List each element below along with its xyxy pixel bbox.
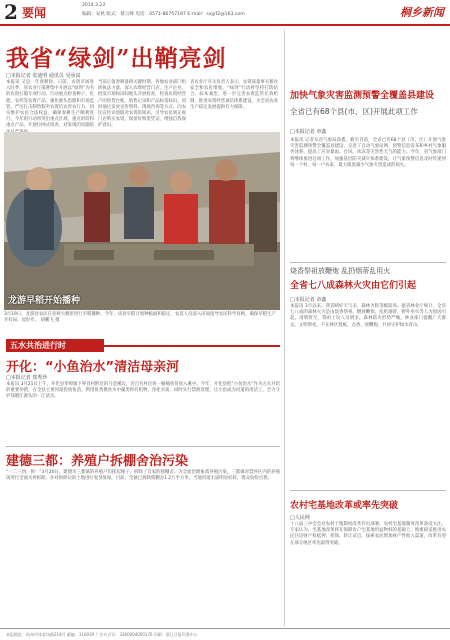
right-top-subhead: 全省已有68个县(市、区)开展此项工作 bbox=[290, 107, 418, 116]
right-mid-subhead: 烧香祭祖放鞭炮 乱扔烟蒂乱用火 bbox=[290, 267, 391, 275]
right-mid-body: 本报讯 3月以来，我省晴好天气多，森林火险等级较高。据省林业厅统计，全省七八成的森林火灾是由烧香祭祖、燃放鞭炮、乱扔烟蒂、野外用火等人为原因引起。清明将至，祭祖上坟人员增多，森林防火形势严峻。林业部门提醒广大群众，文明祭祀，不在林区烧纸、点香、放鞭炮，共同守护绿水青山。 bbox=[290, 304, 446, 328]
editor-info: 编辑：安秋 版式：蔡云峰 电话：0571-86757187 E-mail：sxjyf2@163.com bbox=[82, 12, 245, 17]
photo-caption bbox=[4, 312, 280, 324]
farmers-sowing-image bbox=[4, 132, 280, 310]
right-bottom-body: 十八届三中全会对农村土地制度改革作出部署，农村宅基地制度改革备受关注。专家认为，宅基地改革将在保障农户宅基地用益物权的基础上，慎重稳妥推进农民住房财产权抵押、担保、转让试点，探索农民增加财产性收入渠道，改革有望在部分地区率先取得突破。 bbox=[290, 522, 446, 546]
lead-col-1: 本报讯 又是一年春耕时。日前，农资市场进入旺季，省农业厅部署集中开展以“绿剑”为名的农资打假专项行动。行动重点检查种子、化肥、农药等农资产品，强化源头治理和市场监管，严厉打击制售假劣农资坑农害农行为，切实维护农民合法权益，确保春耕生产顺利进行。今年的行动将突出重点区域、重点时段和重点产品，开展拉网式排查，对发现的问题依 bbox=[6, 80, 94, 129]
kaihua-byline: □本报记者 郑秀珍 bbox=[6, 375, 48, 381]
masthead bbox=[0, 0, 450, 26]
five-water-banner: 五水共治进行时 bbox=[6, 339, 104, 352]
newspaper-logo: 桐乡新闻 bbox=[400, 6, 444, 19]
column-divider bbox=[284, 30, 285, 626]
kaihua-body: 本报讯 3月21日上午，开化县华埠镇下界首村附近的马金溪边，近百名村民将一桶桶鱼苗放入溪中。今年，开化县把“小鱼治水”作为五水共治的重要举措，在全县主要河道投放鱼苗，利用鱼类摄食水中藻类和有机物，净化水质，同时实行禁渔管理，让小鱼成为河道的清洁工，全力守护钱塘江源头的一江清水。 bbox=[6, 382, 280, 400]
section-rule bbox=[6, 446, 280, 447]
photo-credit: 胡鹏飞 摄 bbox=[40, 318, 60, 324]
section-title: 要闻 bbox=[22, 6, 47, 20]
right-bottom-headline: 农村宅基地改革或率先突破 bbox=[290, 501, 399, 511]
lead-headline: 我省“绿剑”出鞘亮剑 bbox=[6, 45, 227, 72]
jiande-headline: 建德三都：养殖户拆棚舍治污染 bbox=[6, 454, 189, 469]
section-rule bbox=[290, 490, 446, 491]
footer-text: 本报地址：杭州市体育场路218号 邮编：310039 广告许可证：3300004000176 印刷：浙江日报印务中心 bbox=[6, 632, 198, 637]
right-top-headline: 加快气象灾害监测预警全覆盖县建设 bbox=[290, 91, 435, 101]
lead-col-3: 省农业厅有关负责人表示，农资质量事关粮食安全和农民增收，“绿剑”行动将坚持打防结合、标本兼治，进一步完善农资监管长效机制，推进农资经营诚信体系建设，为全省农业生产稳定发展提供有力保障。 bbox=[190, 80, 278, 110]
issue-date: 2014.3.22 bbox=[82, 3, 106, 8]
banner-rule bbox=[104, 345, 280, 347]
section-rule bbox=[290, 262, 446, 263]
right-top-byline: □本报记者 章鑫 bbox=[290, 129, 327, 135]
right-mid-headline: 全省七八成森林火灾由它们引起 bbox=[290, 281, 417, 291]
page-number: 2 bbox=[4, 0, 18, 24]
right-mid-byline: □本报记者 章鑫 bbox=[290, 297, 327, 303]
lead-byline: □本报记者 张迪明 通讯员 吴承富 bbox=[6, 73, 81, 79]
news-photo bbox=[4, 132, 280, 310]
page-footer bbox=[0, 628, 450, 640]
jiande-body: “一二三四，拆！”3月20日，建德市三都镇的养殖户们挥起锤子，拆除了自家的猪棚舍。为全面治理畜禽养殖污染，三都镇对禁养区内的养殖场进行全面关停拆除，并对拆除后的土地进行复垦复绿。目前，全镇已拆除猪棚舍1.2万平方米，当地河道水质明显好转，群众纷纷点赞。 bbox=[6, 470, 280, 482]
lead-col-2: 当前正值春耕备耕关键时期，各地农业部门组织执法力量，深入农资经营门店、生产企业、批发市场和田间地头开展检查，检查农资经营户的进货台账、销售记录和产品标签标识。同时通过发放宣传资料、现场咨询等方式，向农民宣传识别假劣农资的知识，引导农民到正规门店购买农资，保留好购货凭证，增强自我保护意识。 bbox=[98, 80, 186, 129]
right-top-body: 本报讯 记者从省气象局获悉，截至目前，全省已有68个县（市、区）开展气象灾害监测预警全覆盖县建设，完善了自动气象站网、预警信息发布和乡村气象服务体系，提高了应对暴雨、台风、冰冻等灾害性天气的能力。今年，省气象部门将继续推进这项工作，加强基层防灾减灾体系建设，让气象预警信息及时传递到每一个村、每一户农家，最大限度减少气象灾害造成的损失。 bbox=[290, 138, 446, 168]
right-bottom-byline: □人民网 bbox=[290, 515, 310, 521]
kaihua-headline: 开化：“小鱼治水”清洁母亲河 bbox=[6, 360, 180, 375]
photo-title: 龙游早稻开始播种 bbox=[8, 296, 81, 306]
photo-caption-text: 3月19日，龙游县农民在育秧大棚里进行早稻播种。今年，该县早稻计划种植面积稳定，农技人员深入田间指导农民科学育秧，确保早稻生产开好局、起好步。 bbox=[4, 312, 276, 324]
